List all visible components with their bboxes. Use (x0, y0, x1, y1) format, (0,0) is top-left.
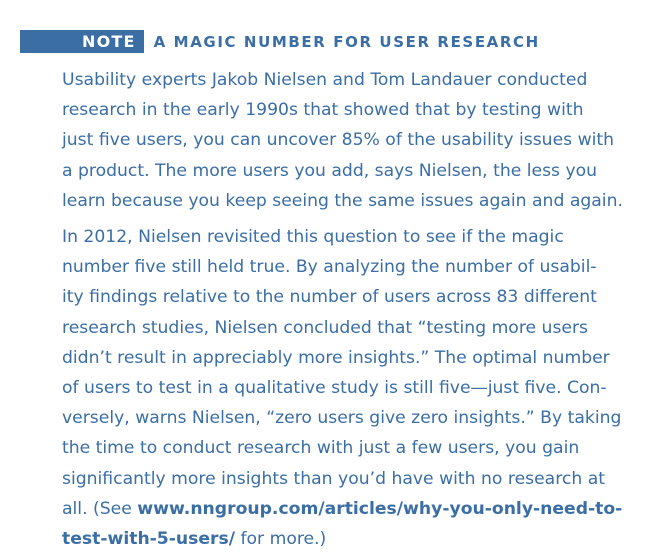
text-line: learn because you keep seeing the same issues again and again. (62, 190, 623, 211)
text-line (62, 524, 652, 554)
paragraph-1 (62, 65, 652, 216)
text-line: significantly more insights than you’d have with no research at (62, 468, 605, 489)
text-fragment: for more.) (235, 529, 327, 550)
text-line (62, 494, 652, 524)
text-line: didn’t result in appreciably more insights.” The optimal number (62, 347, 610, 368)
text-line: a product. The more users you add, says Nielsen, the less you (62, 160, 598, 181)
article-url-link-continued[interactable]: test-with-5-users/ (62, 529, 236, 550)
text-line: Usability experts Jakob Nielsen and Tom Landauer conducted (62, 70, 588, 90)
text-fragment: all. (See (62, 498, 138, 519)
text-line: In 2012, Nielsen revisited this question to see if the magic (62, 227, 564, 248)
note-header (0, 30, 540, 53)
text-line: just five users, you can uncover 85% of the usability issues with (62, 130, 615, 151)
text-line: the time to conduct research with just a few users, you gain (62, 438, 580, 459)
text-line: research in the early 1990s that showed that by testing with (62, 100, 584, 121)
text-line: research studies, Nielsen concluded that “testing more users (62, 317, 588, 338)
note-badge: NOTE (20, 30, 144, 53)
article-url-link[interactable]: www.nngroup.com/articles/why-you-only-need-to- (137, 498, 623, 519)
paragraph-2 (62, 222, 652, 554)
text-line: of users to test in a qualitative study is still five—just five. Con- (62, 378, 607, 399)
note-title: A MAGIC NUMBER FOR USER RESEARCH (153, 32, 540, 51)
text-line: versely, warns Nielsen, “zero users give zero insights.” By taking (62, 408, 622, 429)
text-line: ity findings relative to the number of users across 83 different (62, 287, 597, 308)
note-body (62, 65, 652, 554)
text-line: number five still held true. By analyzing the number of usabil- (62, 257, 597, 278)
